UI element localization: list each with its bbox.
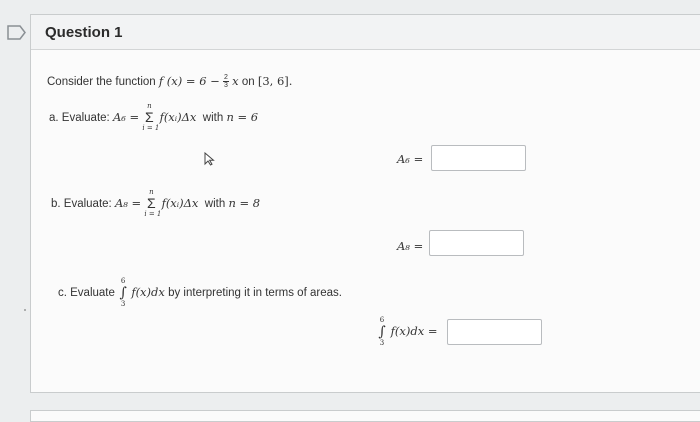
- part-a-lhs: A₆ =: [112, 110, 140, 124]
- intro-variable: x: [232, 74, 239, 88]
- question-intro: [47, 74, 292, 89]
- part-b-lhs: A₈ =: [114, 196, 142, 210]
- part-a-label: a. Evaluate:: [49, 112, 110, 124]
- sum-lower: i = 1: [142, 124, 160, 133]
- integral-upper: 6: [379, 316, 385, 324]
- sigma-icon: Σ: [145, 109, 154, 126]
- question-card: [30, 14, 700, 393]
- part-b-with: with: [204, 198, 226, 210]
- part-c-answer-integral: [377, 316, 387, 347]
- integral-lower: 3: [120, 299, 126, 308]
- part-a-answer-label: A₆ =: [397, 152, 424, 166]
- part-a-with: with: [202, 112, 224, 124]
- part-a-summand: f(xᵢ)Δx: [159, 110, 197, 124]
- sigma-icon: Σ: [147, 195, 156, 212]
- sum-upper: n: [147, 102, 152, 111]
- flag-question-icon[interactable]: [7, 25, 26, 40]
- integral-lower: 3: [379, 339, 385, 347]
- question-header: [31, 15, 700, 50]
- part-c-integrand: f(x)dx: [131, 285, 165, 299]
- part-a-condition: n = 6: [226, 110, 259, 124]
- part-b-answer-label: A₈ =: [397, 239, 424, 253]
- part-b-answer-input[interactable]: [429, 230, 524, 256]
- part-b-prompt: [51, 188, 261, 219]
- part-c-answer-label: [377, 316, 438, 347]
- fraction-numerator: 2: [224, 74, 228, 82]
- part-c-answer-integrand: f(x)dx =: [390, 324, 438, 338]
- next-question-card: [30, 410, 700, 422]
- sum-lower: i = 1: [144, 210, 162, 219]
- part-c-suffix: by interpreting it in terms of areas.: [168, 287, 342, 299]
- part-c-label: c. Evaluate: [58, 287, 115, 299]
- intro-interval: [3, 6].: [257, 74, 293, 88]
- part-a-sum: [142, 102, 160, 133]
- margin-dot: [24, 309, 26, 311]
- part-c-answer-input[interactable]: [447, 319, 542, 345]
- sum-upper: n: [149, 188, 154, 197]
- mouse-cursor-icon: [203, 152, 217, 166]
- part-b-sum: [144, 188, 162, 219]
- integral-icon: ∫: [378, 324, 386, 340]
- fraction-denominator: 3: [224, 82, 228, 90]
- intro-prefix: Consider the function: [47, 76, 156, 88]
- part-c-prompt: [58, 276, 342, 308]
- part-b-condition: n = 8: [228, 196, 261, 210]
- integral-icon: ∫: [119, 284, 127, 301]
- part-b-summand: f(xᵢ)Δx: [161, 196, 199, 210]
- intro-fraction: [223, 74, 229, 89]
- part-b-label: b. Evaluate:: [51, 198, 112, 210]
- question-title: Question 1: [45, 24, 123, 41]
- intro-function: f (x) = 6 −: [158, 74, 220, 88]
- part-a-prompt: [49, 102, 259, 133]
- integral-upper: 6: [120, 276, 126, 285]
- intro-on: on: [241, 76, 255, 88]
- part-c-integral: [118, 276, 128, 308]
- part-a-answer-input[interactable]: [431, 145, 526, 171]
